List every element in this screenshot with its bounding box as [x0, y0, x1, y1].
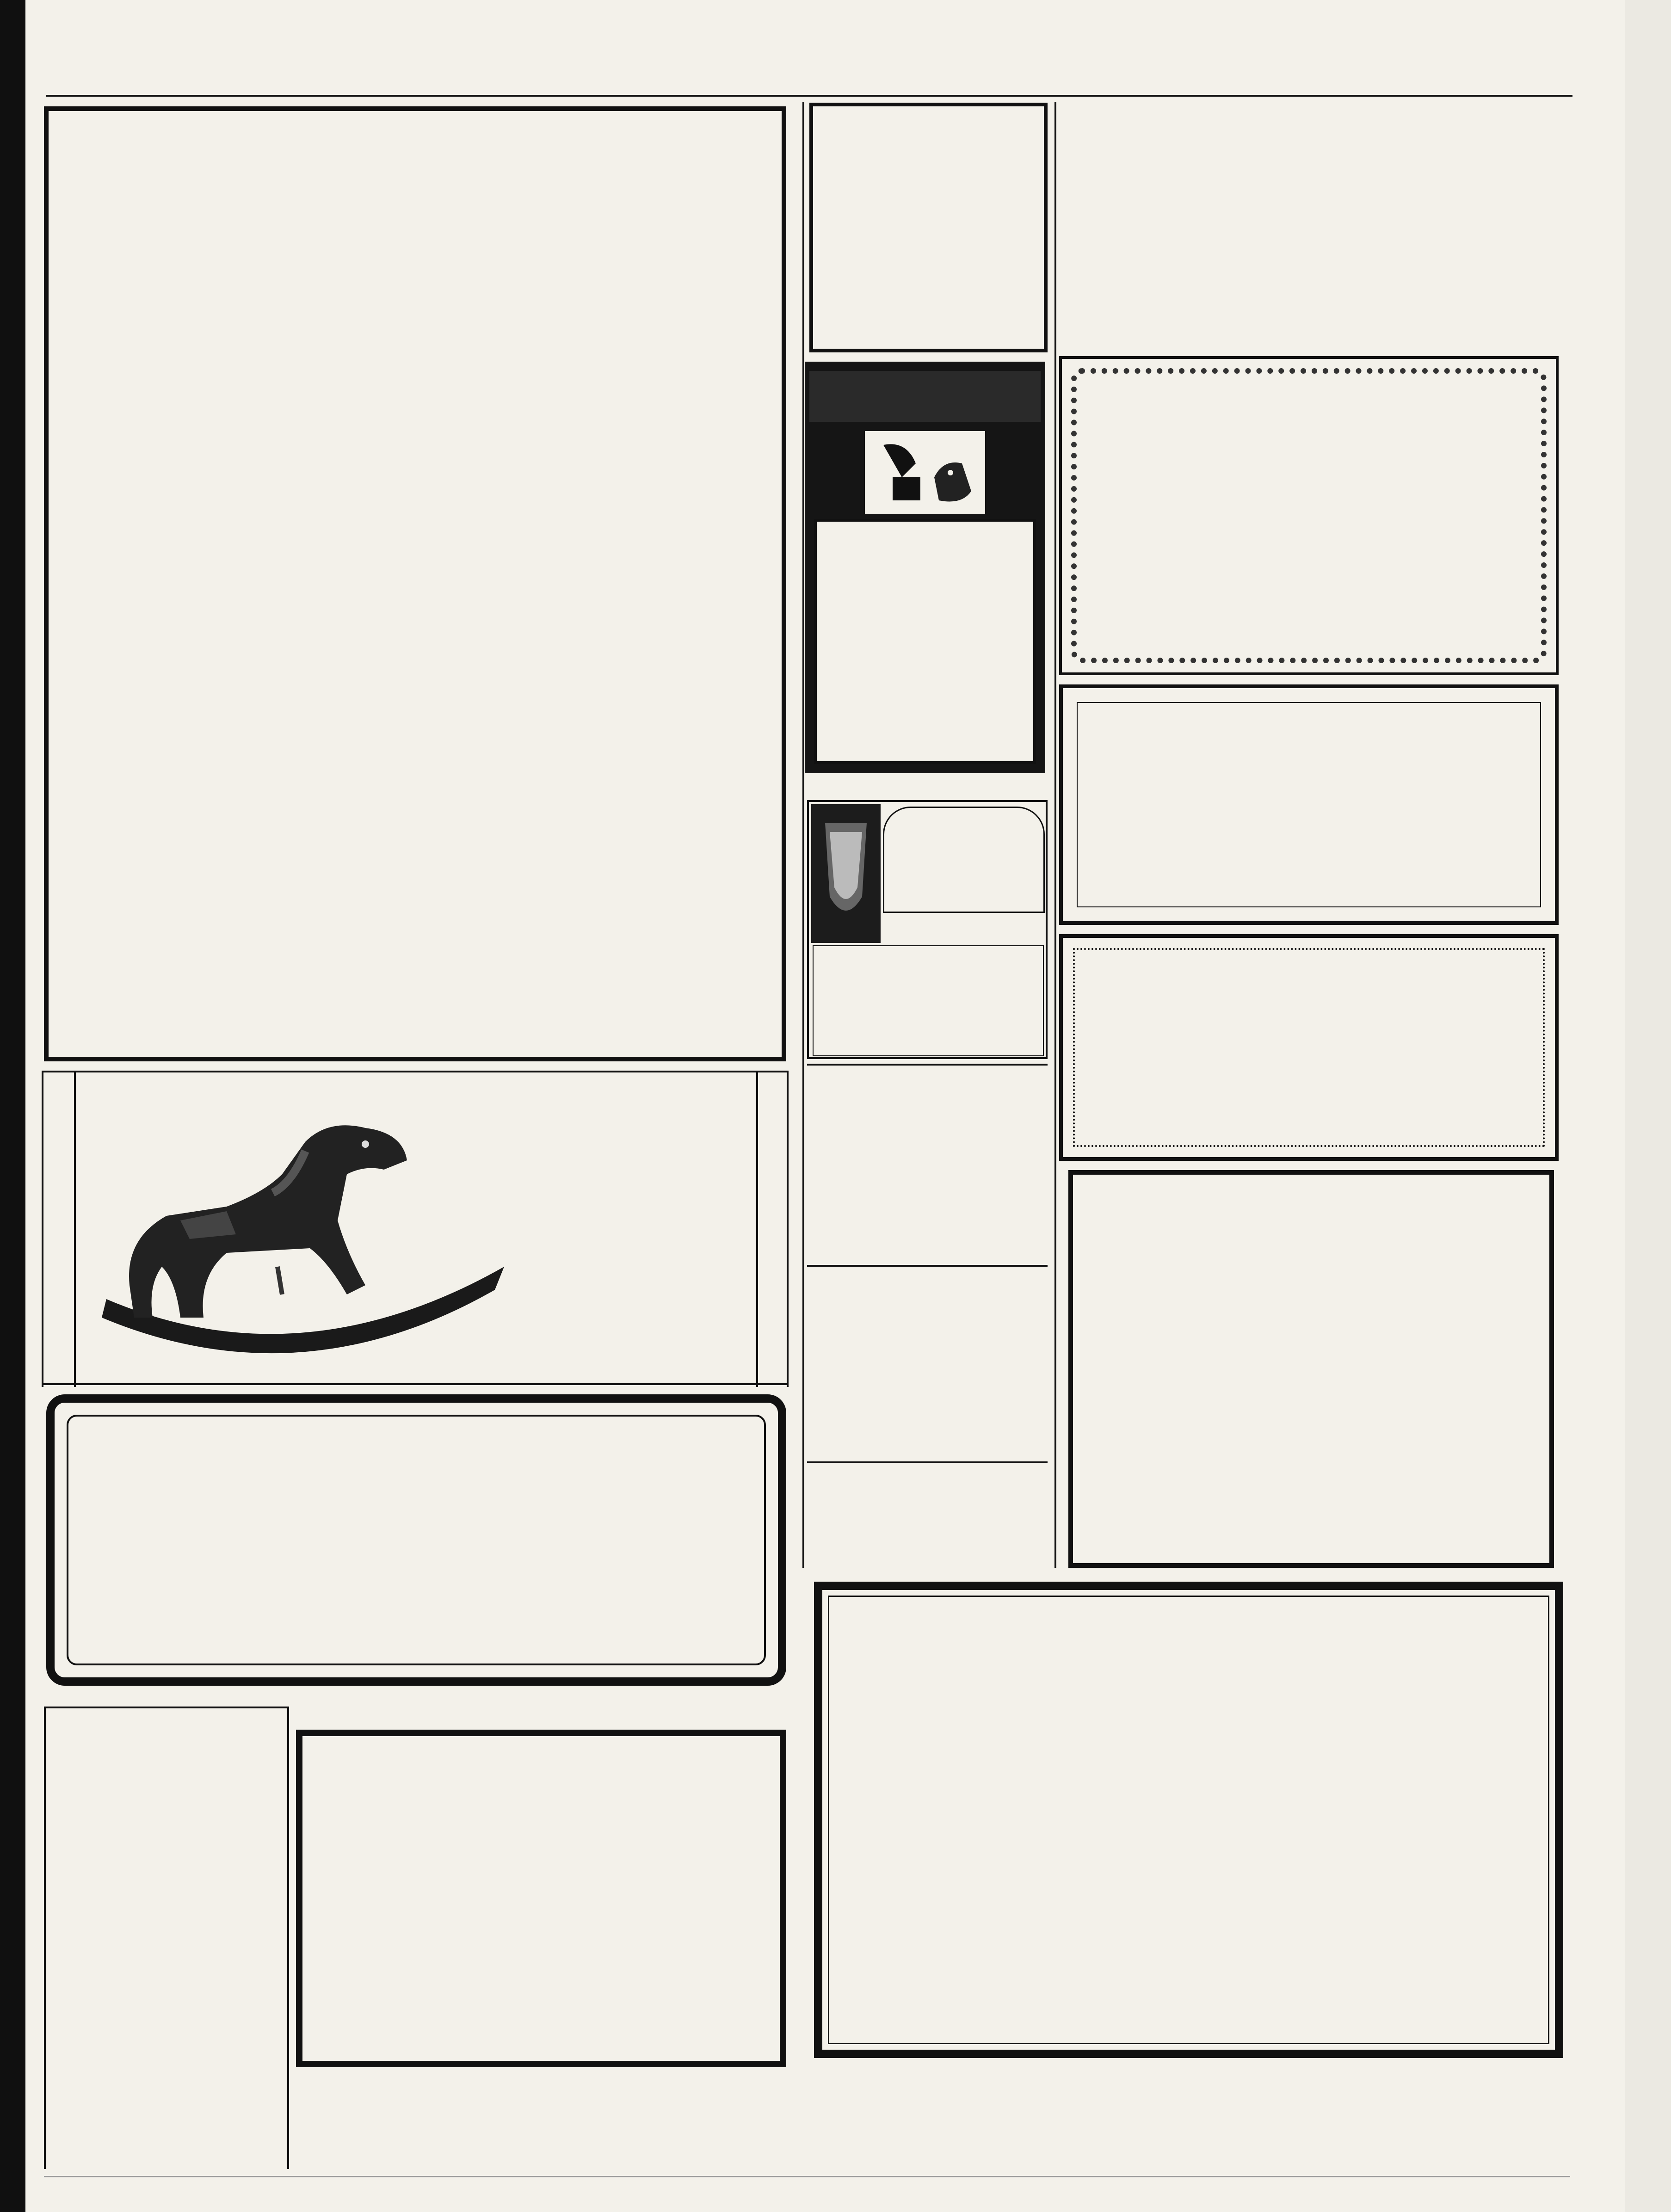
ad-dank-hoffmann [1059, 934, 1559, 1161]
ad-katalog [809, 103, 1048, 352]
ad-weihnachtsgeschenk [46, 1394, 786, 1686]
gram-l1-box [817, 531, 1033, 540]
ad-schaukelpferde [42, 1071, 789, 1385]
kunze-firm-box [302, 1986, 780, 1995]
ad-dank-ginzkey [1059, 684, 1559, 925]
schaukel-right-rule-2 [787, 1072, 789, 1387]
ad-kunze [296, 1730, 786, 2067]
grammophon-banner [809, 371, 1041, 422]
ad-molkerei [44, 1707, 289, 2169]
cloin-title-box [1062, 401, 1556, 409]
kleiderhaus-sale-box [49, 388, 782, 397]
schaukel-right-rule [756, 1072, 758, 1387]
rocking-horse-illustration [88, 1100, 513, 1378]
ad-heiratslustige [807, 1461, 1048, 1582]
ad-jauris [1059, 99, 1559, 351]
cloin-name-box [1062, 508, 1556, 517]
weihnachtsgeschenk-inner-frame [67, 1415, 766, 1665]
natur-title-box [807, 1272, 1048, 1281]
kratzert-inner-frame [828, 1596, 1549, 2044]
geschenk-headline-box [55, 1440, 778, 1448]
kleiderhaus-headline-box [49, 157, 782, 254]
ad-dank-kratzert [814, 1582, 1563, 2058]
kunze-l4-box [302, 1921, 780, 1930]
column-rule-2 [802, 102, 804, 1568]
ad-stollen [807, 800, 1048, 1059]
kleiderhaus-name-box [206, 481, 613, 490]
stollen-warning-box [813, 945, 1044, 1056]
ginzkey-inner-frame [1077, 702, 1541, 907]
ad-grammophon [805, 362, 1045, 773]
kunze-l2-box [302, 1826, 780, 1835]
footer-rule [44, 2176, 1570, 2177]
jauris-title-box [1059, 125, 1559, 134]
dog-gramophone-logo [832, 426, 1017, 519]
ad-dank-cloin [1059, 356, 1559, 675]
schaukel-left-rule [42, 1072, 43, 1387]
schaukel-left-rule-2 [74, 1072, 76, 1387]
header-rule [46, 95, 1572, 97]
stollen-arch [883, 807, 1045, 913]
grammophon-text-panel [814, 519, 1036, 764]
kleiderhaus-subhead-box [49, 291, 782, 300]
hoffmann-inner-frame [1073, 948, 1545, 1147]
price-list [259, 617, 610, 913]
column-rule-3 [1054, 102, 1056, 1568]
horseshoe-illustration [811, 804, 881, 943]
ad-dank-thiel [1068, 1170, 1554, 1568]
ad-dame [807, 1064, 1048, 1263]
page-edge-strip [1625, 0, 1671, 2212]
ad-naturfreundin [807, 1265, 1048, 1459]
ad-kleiderhaus [44, 106, 786, 1061]
